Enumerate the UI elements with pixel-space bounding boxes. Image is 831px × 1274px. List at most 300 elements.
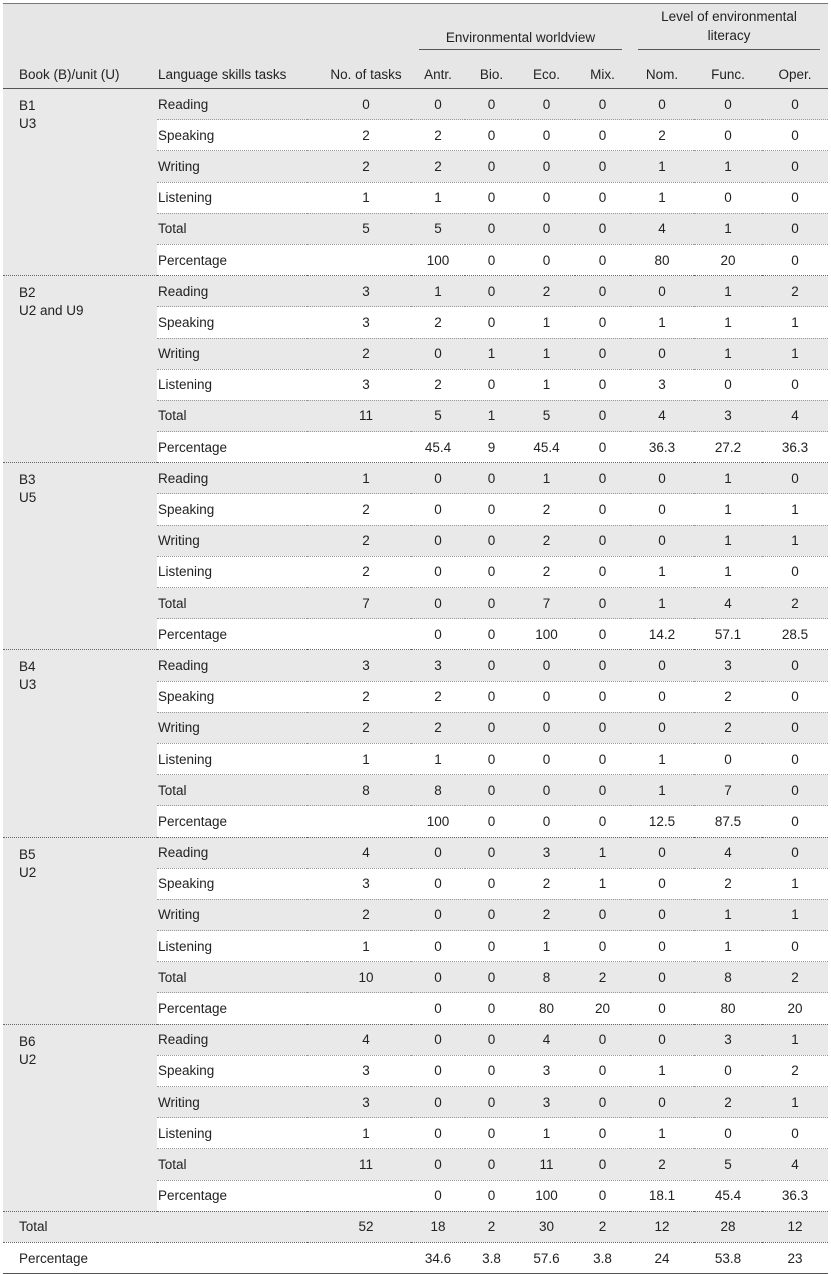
skill-cell: Total (157, 1149, 307, 1180)
book-unit-cell (3, 463, 157, 650)
func-cell: 1 (694, 151, 762, 182)
mix-cell: 0 (575, 400, 630, 431)
mix-cell: 0 (575, 213, 630, 244)
mix-cell: 2 (575, 1211, 630, 1242)
bio-cell: 0 (465, 1024, 518, 1055)
skill-cell: Speaking (157, 868, 307, 899)
func-cell: 27.2 (694, 432, 762, 463)
func-cell: 0 (694, 1055, 762, 1086)
bio-cell: 3.8 (465, 1242, 518, 1273)
antr-cell: 0 (411, 619, 465, 650)
antr-cell: 2 (411, 712, 465, 743)
bio-cell: 0 (465, 463, 518, 494)
table-row (3, 463, 828, 494)
bio-cell: 9 (465, 432, 518, 463)
oper-cell: 0 (762, 837, 828, 868)
antr-cell: 5 (411, 400, 465, 431)
oper-cell: 0 (762, 712, 828, 743)
mix-cell: 0 (575, 556, 630, 587)
bio-cell: 0 (465, 743, 518, 774)
col-header-mix: Mix. (575, 52, 630, 89)
tasks-cell: 1 (307, 931, 411, 962)
tasks-cell: 5 (307, 213, 411, 244)
oper-cell: 0 (762, 213, 828, 244)
func-cell: 0 (694, 369, 762, 400)
nom-cell: 0 (630, 1024, 694, 1055)
eco-cell: 0 (518, 244, 575, 275)
oper-cell: 20 (762, 993, 828, 1024)
nom-cell: 1 (630, 556, 694, 587)
antr-cell: 0 (411, 525, 465, 556)
eco-cell: 0 (518, 681, 575, 712)
oper-cell: 0 (762, 182, 828, 213)
eco-cell: 0 (518, 89, 575, 120)
nom-cell: 0 (630, 463, 694, 494)
mix-cell: 0 (575, 89, 630, 120)
skill-cell: Writing (157, 1087, 307, 1118)
func-cell: 1 (694, 525, 762, 556)
antr-cell: 0 (411, 931, 465, 962)
table-row (3, 650, 828, 681)
tasks-cell: 0 (307, 89, 411, 120)
nom-cell: 0 (630, 962, 694, 993)
unit-label: U3 (19, 116, 37, 131)
bio-cell: 1 (465, 338, 518, 369)
tasks-cell (307, 806, 411, 837)
grand-total-row (3, 1211, 828, 1242)
bio-cell: 0 (465, 307, 518, 338)
skill-cell: Total (157, 213, 307, 244)
func-cell: 7 (694, 775, 762, 806)
func-cell: 1 (694, 307, 762, 338)
skill-cell: Percentage (157, 244, 307, 275)
func-cell: 0 (694, 120, 762, 151)
skill-cell: Reading (157, 650, 307, 681)
antr-cell: 1 (411, 743, 465, 774)
skill-cell: Writing (157, 712, 307, 743)
oper-cell: 0 (762, 369, 828, 400)
tasks-cell: 3 (307, 868, 411, 899)
tasks-cell: 2 (307, 525, 411, 556)
skill-cell: Speaking (157, 494, 307, 525)
skill-cell: Total (157, 962, 307, 993)
bio-cell: 0 (465, 868, 518, 899)
nom-cell: 0 (630, 899, 694, 930)
bio-cell: 0 (465, 681, 518, 712)
eco-cell: 0 (518, 182, 575, 213)
mix-cell: 0 (575, 244, 630, 275)
skill-cell: Total (157, 775, 307, 806)
nom-cell: 4 (630, 400, 694, 431)
mix-cell: 0 (575, 1087, 630, 1118)
skill-cell: Writing (157, 899, 307, 930)
eco-cell: 1 (518, 931, 575, 962)
func-cell: 1 (694, 338, 762, 369)
nom-cell: 80 (630, 244, 694, 275)
book-block-b4 (3, 650, 828, 837)
antr-cell: 0 (411, 1180, 465, 1211)
skill-cell: Writing (157, 151, 307, 182)
func-cell: 87.5 (694, 806, 762, 837)
nom-cell: 0 (630, 712, 694, 743)
literacy-group-label-line1: Level of environmental (661, 9, 797, 24)
book-block-b3 (3, 463, 828, 650)
oper-cell: 0 (762, 120, 828, 151)
antr-cell: 0 (411, 1055, 465, 1086)
grand-total-row (3, 1242, 828, 1273)
eco-cell: 3 (518, 1087, 575, 1118)
literacy-group-header (630, 4, 828, 53)
worldview-group-header (411, 4, 630, 53)
mix-cell: 0 (575, 775, 630, 806)
mix-cell: 0 (575, 588, 630, 619)
oper-cell: 0 (762, 556, 828, 587)
tasks-cell: 1 (307, 743, 411, 774)
eco-cell: 57.6 (518, 1242, 575, 1273)
antr-cell: 0 (411, 463, 465, 494)
tasks-cell: 4 (307, 1024, 411, 1055)
nom-cell: 3 (630, 369, 694, 400)
eco-cell: 0 (518, 743, 575, 774)
oper-cell: 0 (762, 743, 828, 774)
bio-cell: 0 (465, 993, 518, 1024)
oper-cell: 1 (762, 494, 828, 525)
grand-totals (3, 1211, 828, 1273)
mix-cell: 0 (575, 463, 630, 494)
tasks-cell: 2 (307, 681, 411, 712)
book-unit-cell (3, 1024, 157, 1211)
tasks-cell: 52 (307, 1211, 411, 1242)
tasks-cell: 11 (307, 1149, 411, 1180)
col-header-skills: Language skills tasks (157, 52, 307, 89)
bio-cell: 0 (465, 588, 518, 619)
eco-cell: 0 (518, 806, 575, 837)
oper-cell: 0 (762, 1118, 828, 1149)
func-cell: 0 (694, 182, 762, 213)
eco-cell: 0 (518, 213, 575, 244)
skill-cell: Speaking (157, 120, 307, 151)
func-cell: 2 (694, 712, 762, 743)
nom-cell: 4 (630, 213, 694, 244)
skill-cell: Percentage (157, 619, 307, 650)
nom-cell: 14.2 (630, 619, 694, 650)
oper-cell: 1 (762, 307, 828, 338)
worldview-group-rule (419, 49, 622, 50)
tasks-cell (307, 619, 411, 650)
nom-cell: 0 (630, 89, 694, 120)
tasks-cell (307, 1180, 411, 1211)
environmental-tasks-table (3, 3, 828, 1274)
unit-label: U2 and U9 (19, 303, 84, 319)
func-cell: 1 (694, 556, 762, 587)
bio-cell: 0 (465, 1149, 518, 1180)
book-block-b5 (3, 837, 828, 1024)
antr-cell: 100 (411, 244, 465, 275)
mix-cell: 0 (575, 899, 630, 930)
nom-cell: 1 (630, 1118, 694, 1149)
tasks-cell: 2 (307, 151, 411, 182)
book-label: B2 (19, 285, 36, 301)
eco-cell: 0 (518, 712, 575, 743)
antr-cell: 2 (411, 681, 465, 712)
skill-cell: Speaking (157, 307, 307, 338)
skill-cell: Speaking (157, 1055, 307, 1086)
nom-cell: 24 (630, 1242, 694, 1273)
skill-cell: Percentage (157, 432, 307, 463)
oper-cell: 0 (762, 244, 828, 275)
book-block-b1 (3, 89, 828, 276)
table-header (3, 4, 828, 89)
nom-cell: 1 (630, 1055, 694, 1086)
mix-cell: 0 (575, 494, 630, 525)
book-label: B3 (19, 472, 36, 488)
bio-cell: 0 (465, 899, 518, 930)
antr-cell: 2 (411, 369, 465, 400)
oper-cell: 2 (762, 276, 828, 307)
nom-cell: 0 (630, 681, 694, 712)
eco-cell: 0 (518, 120, 575, 151)
func-cell: 45.4 (694, 1180, 762, 1211)
skill-cell: Reading (157, 463, 307, 494)
oper-cell: 0 (762, 681, 828, 712)
skill-cell: Speaking (157, 681, 307, 712)
mix-cell: 0 (575, 369, 630, 400)
antr-cell: 0 (411, 1024, 465, 1055)
unit-label: U5 (19, 490, 37, 506)
mix-cell: 0 (575, 1149, 630, 1180)
oper-cell: 0 (762, 806, 828, 837)
antr-cell: 34.6 (411, 1242, 465, 1273)
skill-cell: Listening (157, 931, 307, 962)
antr-cell: 0 (411, 338, 465, 369)
antr-cell: 0 (411, 1118, 465, 1149)
func-cell: 80 (694, 993, 762, 1024)
header-spacer (3, 4, 411, 53)
eco-cell: 0 (518, 151, 575, 182)
bio-cell: 0 (465, 712, 518, 743)
tasks-cell: 4 (307, 837, 411, 868)
mix-cell: 0 (575, 650, 630, 681)
col-header-func: Func. (694, 52, 762, 89)
nom-cell: 12 (630, 1211, 694, 1242)
tasks-cell: 1 (307, 182, 411, 213)
func-cell: 1 (694, 899, 762, 930)
eco-cell: 1 (518, 307, 575, 338)
func-cell: 2 (694, 868, 762, 899)
func-cell: 0 (694, 89, 762, 120)
mix-cell: 0 (575, 1180, 630, 1211)
eco-cell: 11 (518, 1149, 575, 1180)
eco-cell: 2 (518, 276, 575, 307)
skill-cell: Percentage (157, 993, 307, 1024)
antr-cell: 0 (411, 993, 465, 1024)
tasks-cell: 3 (307, 1087, 411, 1118)
func-cell: 3 (694, 650, 762, 681)
bio-cell: 0 (465, 89, 518, 120)
eco-cell: 2 (518, 556, 575, 587)
skill-cell: Total (157, 588, 307, 619)
func-cell: 2 (694, 1087, 762, 1118)
oper-cell: 1 (762, 338, 828, 369)
bio-cell: 0 (465, 775, 518, 806)
eco-cell: 3 (518, 1055, 575, 1086)
eco-cell: 30 (518, 1211, 575, 1242)
eco-cell: 8 (518, 962, 575, 993)
bio-cell: 0 (465, 525, 518, 556)
antr-cell: 8 (411, 775, 465, 806)
mix-cell: 0 (575, 307, 630, 338)
bio-cell: 0 (465, 837, 518, 868)
oper-cell: 36.3 (762, 1180, 828, 1211)
unit-label: U2 (19, 864, 37, 880)
mix-cell: 0 (575, 806, 630, 837)
antr-cell: 0 (411, 89, 465, 120)
func-cell: 3 (694, 1024, 762, 1055)
tasks-cell (307, 244, 411, 275)
oper-cell: 4 (762, 1149, 828, 1180)
tasks-cell (307, 1242, 411, 1273)
mix-cell: 20 (575, 993, 630, 1024)
eco-cell: 1 (518, 463, 575, 494)
skill-cell: Reading (157, 276, 307, 307)
mix-cell: 0 (575, 931, 630, 962)
skill-cell: Percentage (157, 1180, 307, 1211)
skill-cell: Listening (157, 743, 307, 774)
mix-cell: 0 (575, 525, 630, 556)
mix-cell: 0 (575, 1118, 630, 1149)
book-label: B1 (19, 98, 36, 113)
oper-cell: 0 (762, 89, 828, 120)
tasks-cell (307, 432, 411, 463)
mix-cell: 0 (575, 1024, 630, 1055)
nom-cell: 1 (630, 588, 694, 619)
bio-cell: 0 (465, 120, 518, 151)
oper-cell: 0 (762, 151, 828, 182)
antr-cell: 0 (411, 868, 465, 899)
table-row (3, 89, 828, 120)
func-cell: 0 (694, 743, 762, 774)
skill-cell: Listening (157, 369, 307, 400)
book-block-b6 (3, 1024, 828, 1211)
eco-cell: 0 (518, 775, 575, 806)
literacy-group-rule (638, 49, 820, 50)
oper-cell: 0 (762, 463, 828, 494)
bio-cell: 0 (465, 650, 518, 681)
oper-cell: 0 (762, 650, 828, 681)
nom-cell: 0 (630, 276, 694, 307)
nom-cell: 1 (630, 307, 694, 338)
mix-cell: 0 (575, 432, 630, 463)
bio-cell: 0 (465, 962, 518, 993)
col-header-bio: Bio. (465, 52, 518, 89)
col-header-antr: Antr. (411, 52, 465, 89)
nom-cell: 36.3 (630, 432, 694, 463)
skill-cell: Writing (157, 338, 307, 369)
book-label: B6 (19, 1033, 36, 1049)
book-unit-cell (3, 650, 157, 837)
nom-cell: 0 (630, 931, 694, 962)
bio-cell: 0 (465, 806, 518, 837)
eco-cell: 5 (518, 400, 575, 431)
oper-cell: 1 (762, 525, 828, 556)
table-row (3, 276, 828, 307)
mix-cell: 2 (575, 962, 630, 993)
nom-cell: 2 (630, 120, 694, 151)
antr-cell: 18 (411, 1211, 465, 1242)
tasks-cell: 2 (307, 494, 411, 525)
mix-cell: 0 (575, 182, 630, 213)
bio-cell: 0 (465, 1087, 518, 1118)
tasks-cell: 2 (307, 556, 411, 587)
book-block-b2 (3, 276, 828, 463)
nom-cell: 0 (630, 525, 694, 556)
antr-cell: 1 (411, 276, 465, 307)
mix-cell: 0 (575, 120, 630, 151)
tasks-cell: 11 (307, 400, 411, 431)
tasks-cell: 1 (307, 463, 411, 494)
func-cell: 5 (694, 1149, 762, 1180)
mix-cell: 0 (575, 151, 630, 182)
antr-cell: 0 (411, 837, 465, 868)
func-cell: 57.1 (694, 619, 762, 650)
table-row (3, 1024, 828, 1055)
skill-cell: Reading (157, 89, 307, 120)
func-cell: 28 (694, 1211, 762, 1242)
func-cell: 1 (694, 463, 762, 494)
antr-cell: 2 (411, 307, 465, 338)
nom-cell: 1 (630, 743, 694, 774)
skill-cell: Writing (157, 525, 307, 556)
func-cell: 2 (694, 681, 762, 712)
nom-cell: 0 (630, 837, 694, 868)
eco-cell: 2 (518, 868, 575, 899)
mix-cell: 0 (575, 338, 630, 369)
func-cell: 4 (694, 588, 762, 619)
nom-cell: 18.1 (630, 1180, 694, 1211)
col-header-book-unit: Book (B)/unit (U) (3, 52, 157, 89)
oper-cell: 28.5 (762, 619, 828, 650)
nom-cell: 1 (630, 775, 694, 806)
nom-cell: 0 (630, 338, 694, 369)
mix-cell: 1 (575, 868, 630, 899)
func-cell: 1 (694, 494, 762, 525)
func-cell: 1 (694, 931, 762, 962)
antr-cell: 0 (411, 899, 465, 930)
antr-cell: 0 (411, 1087, 465, 1118)
antr-cell: 1 (411, 182, 465, 213)
func-cell: 1 (694, 213, 762, 244)
tasks-cell: 3 (307, 276, 411, 307)
tasks-cell: 7 (307, 588, 411, 619)
tasks-cell: 2 (307, 712, 411, 743)
eco-cell: 100 (518, 1180, 575, 1211)
antr-cell: 0 (411, 1149, 465, 1180)
mix-cell: 1 (575, 837, 630, 868)
mix-cell: 0 (575, 681, 630, 712)
bio-cell: 0 (465, 182, 518, 213)
book-label: B5 (19, 846, 36, 862)
antr-cell: 3 (411, 650, 465, 681)
oper-cell: 4 (762, 400, 828, 431)
tasks-cell (307, 993, 411, 1024)
book-unit-cell (3, 276, 157, 463)
antr-cell: 2 (411, 120, 465, 151)
skill-cell: Listening (157, 182, 307, 213)
skill-cell: Reading (157, 1024, 307, 1055)
oper-cell: 1 (762, 868, 828, 899)
oper-cell: 1 (762, 1024, 828, 1055)
oper-cell: 36.3 (762, 432, 828, 463)
